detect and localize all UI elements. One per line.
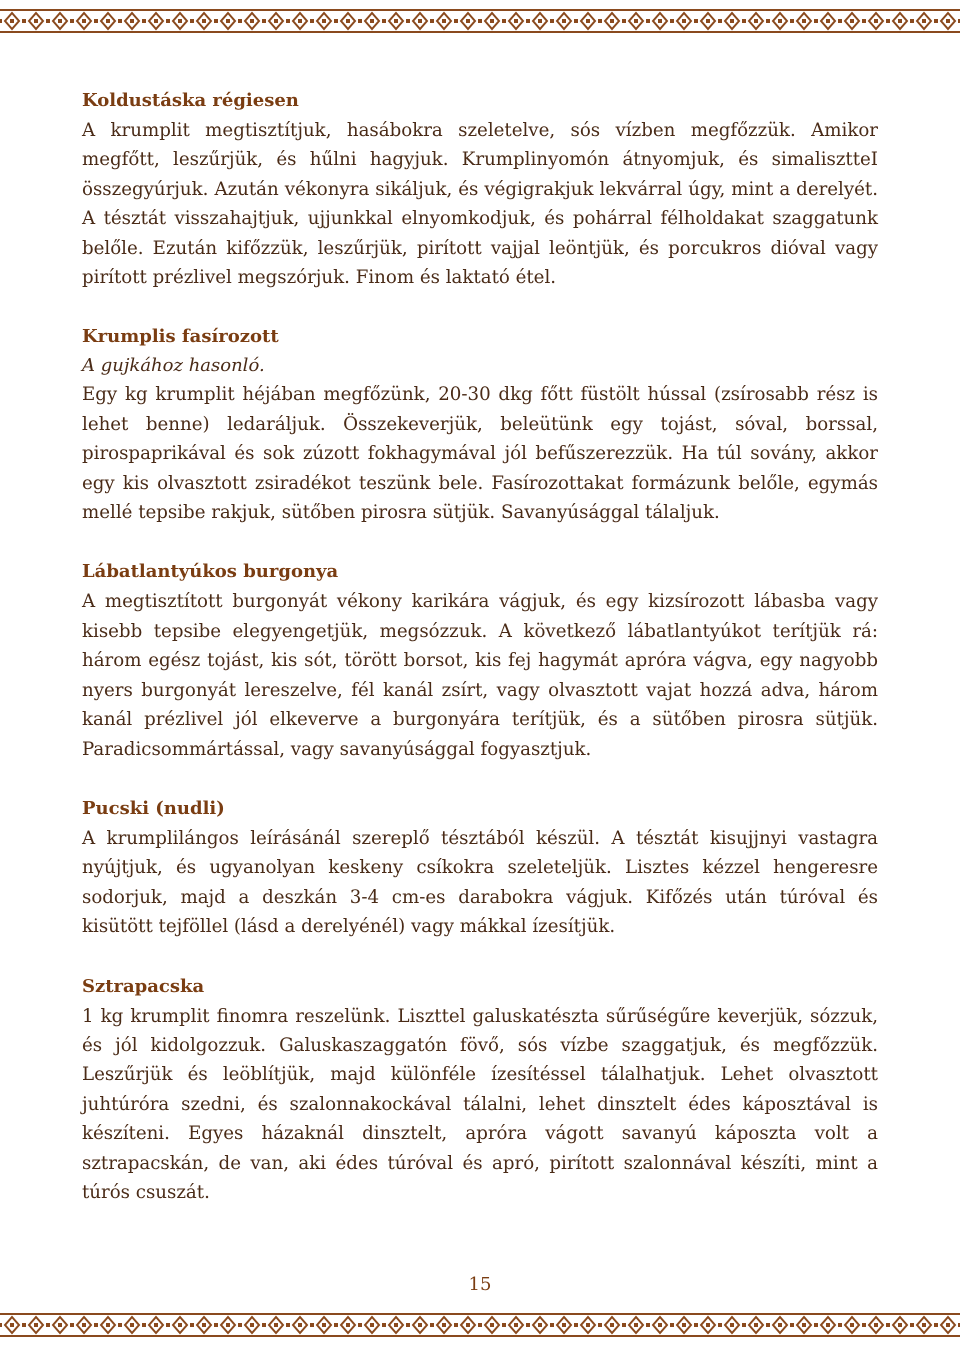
page-number: 15 [468, 1274, 492, 1295]
recipe-title: Pucski (nudli) [82, 797, 225, 819]
recipe-title: Lábatlantyúkos burgonya [82, 561, 339, 583]
recipe-koldustaska [82, 86, 878, 292]
recipe-pucski [82, 794, 878, 942]
recipe-krumplis-fasirozott [82, 322, 878, 527]
page-content [82, 86, 878, 1237]
top-ornament-border [0, 8, 960, 34]
recipe-body: A megtisztított burgonyát vékony karikára vágjuk, és egy kizsírozott lábasba vagy kisebb tepsibe elegyengetjük, megsózzuk. A következő lábatlantyúkot terítjük rá: három egész tojást, kis sót, törött borsot, kis fej hagymát apróra vágva, egy nagyobb nyers burgonyát lereszelve, fél kanál zsírt, vagy olvasztott vajat hozzá adva, három kanál prézlivel jól elkeverve a burgonyára terítjük, és a sütőben pirosra sütjük. Paradicsommártással, vagy savanyúsággal fogyasztjuk. [82, 591, 878, 760]
recipe-labatlantyukos-burgonya [82, 557, 878, 763]
recipe-body: Egy kg krumplit héjában megfőzünk, 20-30 dkg főtt füstölt hússal (zsírosabb rész is lehet benne) ledaráljuk. Összekeverjük, beleütünk egy tojást, sóval, borssal, pirospaprikával és sok zúzott fokhagymával jól befűszerezzük. Ha túl sovány, akkor egy kis olvasztott zsiradékot teszünk bele. Fasírozottakat formázunk belőle, egymás mellé tepsibe rakjuk, sütőben pirosra sütjük. Savanyúsággal tálaljuk. [82, 384, 878, 524]
recipe-title: Sztrapacska [82, 975, 205, 997]
recipe-body: A krumplilángos leírásánál szereplő tésztából készül. A tésztát kisujjnyi vastagra nyújtjuk, és ugyanolyan keskeny csíkokra szeleteljük. Lisztes kézzel hengeresre sodorjuk, majd a deszkán 3-4 cm-es darabokra vágjuk. Kifőzés után túróval és kisütött tejföllel (lásd a derelyénél) vagy mákkal ízesítjük. [82, 827, 878, 938]
recipe-title: Krumplis fasírozott [82, 326, 279, 348]
bottom-ornament-border [0, 1312, 960, 1338]
recipe-body: A krumplit megtisztítjuk, hasábokra szeletelve, sós vízben megfőzzük. Amikor megfőtt, leszűrjük, és hűlni hagyjuk. Krumplinyomón átnyomjuk, és simalisztteI összegyúrjuk. Azután vékonyra sikáljuk, és végigrakjuk lekvárral úgy, mint a derelyét. A tésztát visszahajtjuk, ujjunkkal elnyomkodjuk, és pohárral félholdakat szaggatunk belőle. Ezután kifőzzük, leszűrjük, pirított vajjal leöntjük, és porcukros dióval vagy pirított prézlivel megszórjuk. Finom és laktató étel. [82, 120, 878, 289]
recipe-body: 1 kg krumplit finomra reszelünk. Liszttel galuskatészta sűrűségűre keverjük, sózzuk, és jól kidolgozzuk. Galuskaszaggatón fövő, sós vízbe szaggatjuk, és megfőzzük. Leszűrjük és leöblítjük, majd különféle ízesítéssel tálalhatjuk. Lehet olvasztott juhtúróra szedni, és szalonnakockával tálalni, lehet dinsztelt édes káposztával is készíteni. Egyes házaknál dinsztelt, apróra vágott savanyú káposzta volt a sztrapacskán, de van, aki édes túróval és apró, pirított szalonnával készíti, mint a túrós csuszát. [82, 1005, 878, 1203]
recipe-subtitle: A gujkához hasonló. [82, 355, 265, 377]
recipe-sztrapacska [82, 972, 878, 1208]
recipe-title: Koldustáska régiesen [82, 90, 299, 111]
